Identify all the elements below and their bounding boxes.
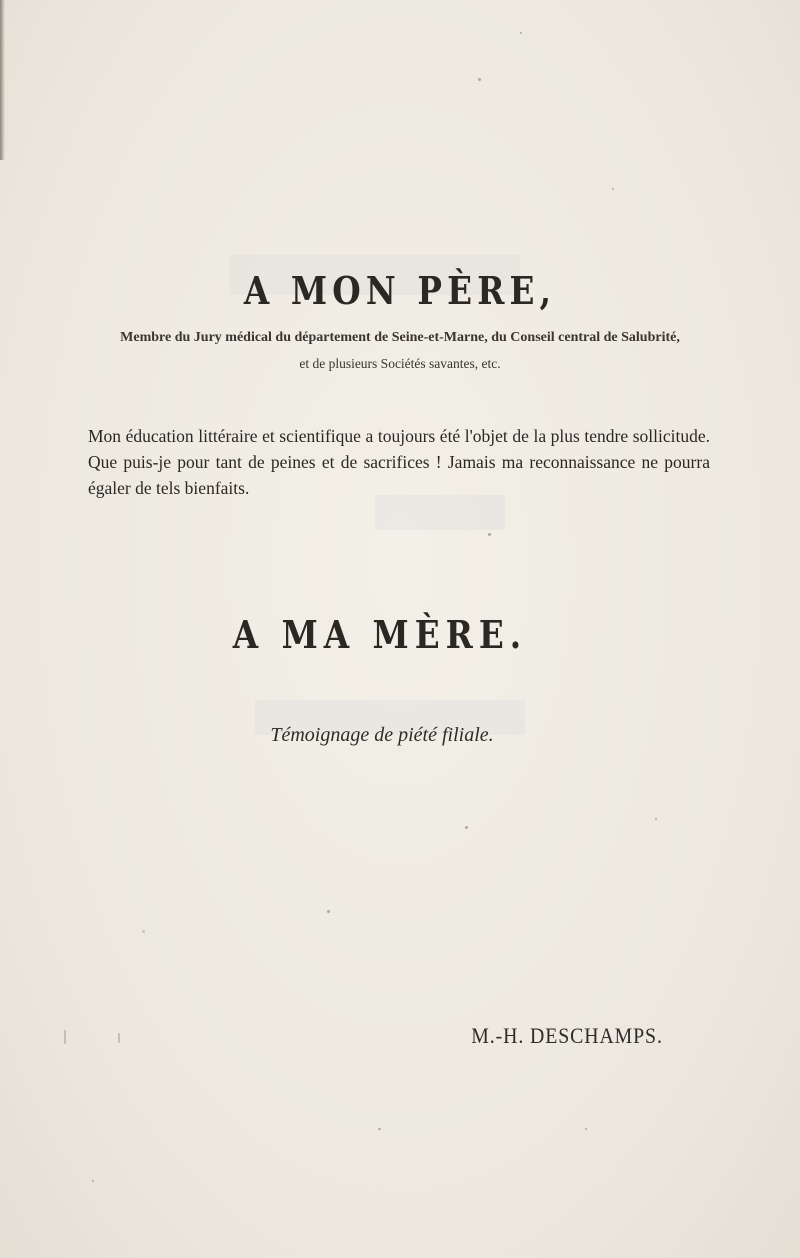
mother-subtitle: Témoignage de piété filiale. [270,724,494,746]
dedication-paragraph: Mon éducation littéraire et scientifique a toujours été l'objet de la plus tendre sollicitude. Que puis-je pour tant de peines et de sacrifices ! Jamais ma reconnaissance ne pourra égaler de tels bienfaits. [88,426,710,498]
paper-speck [378,1128,381,1130]
paper-speck [327,910,330,913]
author-signature: M.-H. DESCHAMPS. [471,1023,663,1048]
page-binding-shadow [0,0,5,160]
paper-speck [465,826,468,829]
paper-speck [64,1030,66,1044]
paper-speck [118,1033,120,1043]
paper-speck [612,188,614,190]
paper-speck [142,930,145,933]
father-subtitle-line2: et de plusieurs Sociétés savantes, etc. [299,356,501,371]
paper-speck [478,78,481,81]
dedication-heading-father: A MON PÈRE, [243,268,557,313]
paper-speck [655,818,657,820]
paper-speck [488,533,491,536]
paper-speck [92,1180,94,1182]
paper-speck [520,32,522,34]
dedication-heading-mother: A MA MÈRE. [232,612,528,657]
paper-speck [585,1128,587,1130]
father-subtitle-line1: Membre du Jury médical du département de Seine-et-Marne, du Conseil central de Salubrité, [120,330,680,345]
